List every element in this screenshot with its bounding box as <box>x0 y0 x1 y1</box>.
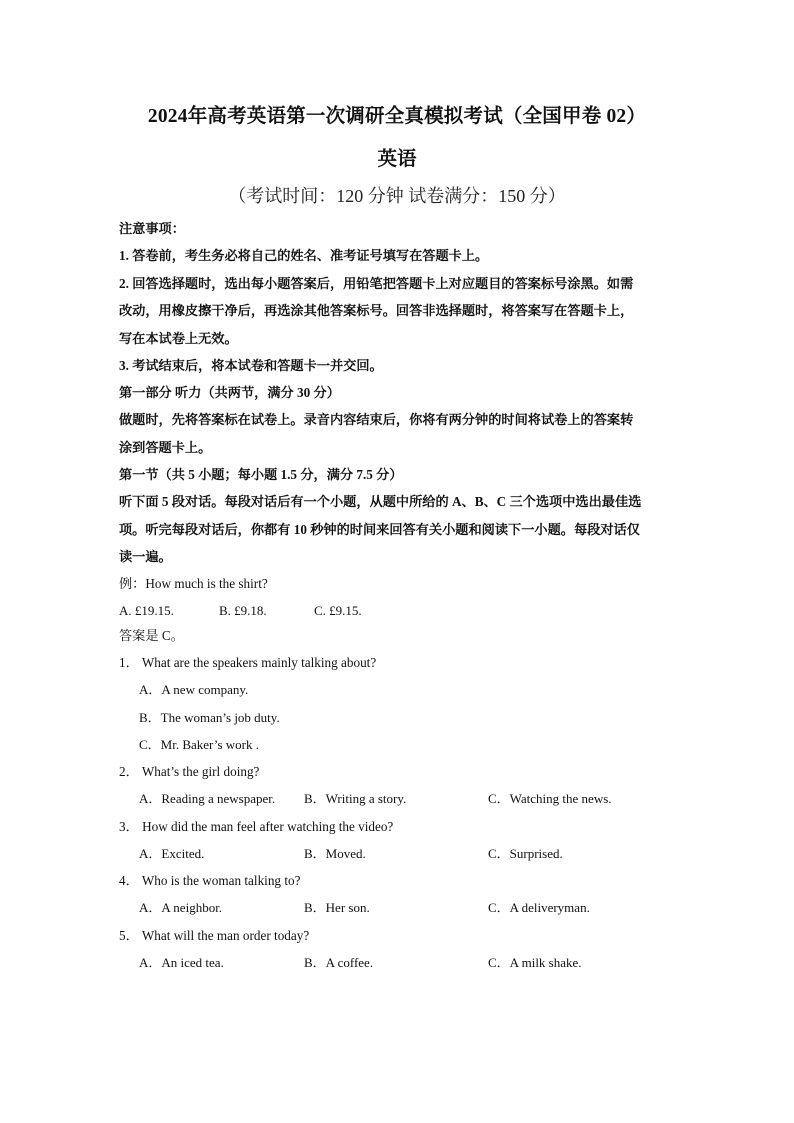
question-4-option-c: C．A deliveryman. <box>488 900 590 915</box>
question-5: 5． What will the man order today? <box>119 928 310 943</box>
question-2: 2． What’s the girl doing? <box>119 764 260 779</box>
section1-instruction-line-1: 听下面 5 段对话。每段对话后有一个小题，从题中所给的 A、B、C 三个选项中选出最佳选 <box>119 494 642 509</box>
notice-item-2-line-2: 改动，用橡皮擦干净后，再选涂其他答案标号。回答非选择题时，将答案写在答题卡上， <box>119 303 634 318</box>
question-4: 4． Who is the woman talking to? <box>119 873 301 888</box>
question-5-option-c: C．A milk shake. <box>488 955 582 970</box>
question-3-option-a: A．Excited. <box>139 846 205 861</box>
notice-item-2-line-3: 写在本试卷上无效。 <box>119 331 238 346</box>
question-5-option-b: B．A coffee. <box>304 955 374 970</box>
exam-title: 2024年高考英语第一次调研全真模拟考试（全国甲卷 02） <box>147 106 647 127</box>
question-3: 3． How did the man feel after watching the video? <box>119 819 394 834</box>
exam-duration: （考试时间：120 分钟 试卷满分：150 分） <box>228 186 566 206</box>
question-2-option-a: A．Reading a newspaper. <box>139 791 276 806</box>
exam-subject: 英语 <box>377 149 417 170</box>
question-5-option-a: A．An iced tea. <box>139 955 224 970</box>
question-1: 1． What are the speakers mainly talking about? <box>119 655 377 670</box>
example-question: 例：How much is the shirt? <box>119 576 268 591</box>
question-2-option-b: B．Writing a story. <box>304 791 407 806</box>
question-4-option-a: A．A neighbor. <box>139 900 223 915</box>
example-answer: 答案是 C。 <box>119 628 184 643</box>
question-1-option-a: A．A new company. <box>139 682 249 697</box>
question-4-option-b: B．Her son. <box>304 900 370 915</box>
example-option-b: B. £9.18. <box>219 603 267 618</box>
section1-instruction-line-2: 项。听完每段对话后，你都有 10 秒钟的时间来回答有关小题和阅读下一小题。每段对话仅 <box>119 522 640 537</box>
notice-item-2-line-1: 2. 回答选择题时，选出每小题答案后，用铅笔把答题卡上对应题目的答案标号涂黑。如需 <box>119 276 634 291</box>
question-3-option-b: B．Moved. <box>304 846 366 861</box>
example-option-c: C. £9.15. <box>314 603 362 618</box>
question-1-option-b: B．The woman’s job duty. <box>139 710 280 725</box>
part1-instruction-line-2: 涂到答题卡上。 <box>119 440 212 455</box>
notice-heading: 注意事项： <box>119 221 185 236</box>
question-2-option-c: C．Watching the news. <box>488 791 612 806</box>
section1-instruction-line-3: 读一遍。 <box>119 549 172 564</box>
notice-item-1: 1. 答卷前，考生务必将自己的姓名、准考证号填写在答题卡上。 <box>119 248 489 263</box>
example-option-a: A. £19.15. <box>119 603 174 618</box>
part1-heading: 第一部分 听力（共两节，满分 30 分） <box>119 385 340 400</box>
notice-item-3: 3. 考试结束后，将本试卷和答题卡一并交回。 <box>119 358 383 373</box>
part1-instruction-line-1: 做题时，先将答案标在试卷上。录音内容结束后，你将有两分钟的时间将试卷上的答案转 <box>119 412 634 427</box>
question-1-option-c: C．Mr. Baker’s work . <box>139 737 260 752</box>
section1-heading: 第一节（共 5 小题；每小题 1.5 分，满分 7.5 分） <box>119 467 403 482</box>
question-3-option-c: C．Surprised. <box>488 846 563 861</box>
